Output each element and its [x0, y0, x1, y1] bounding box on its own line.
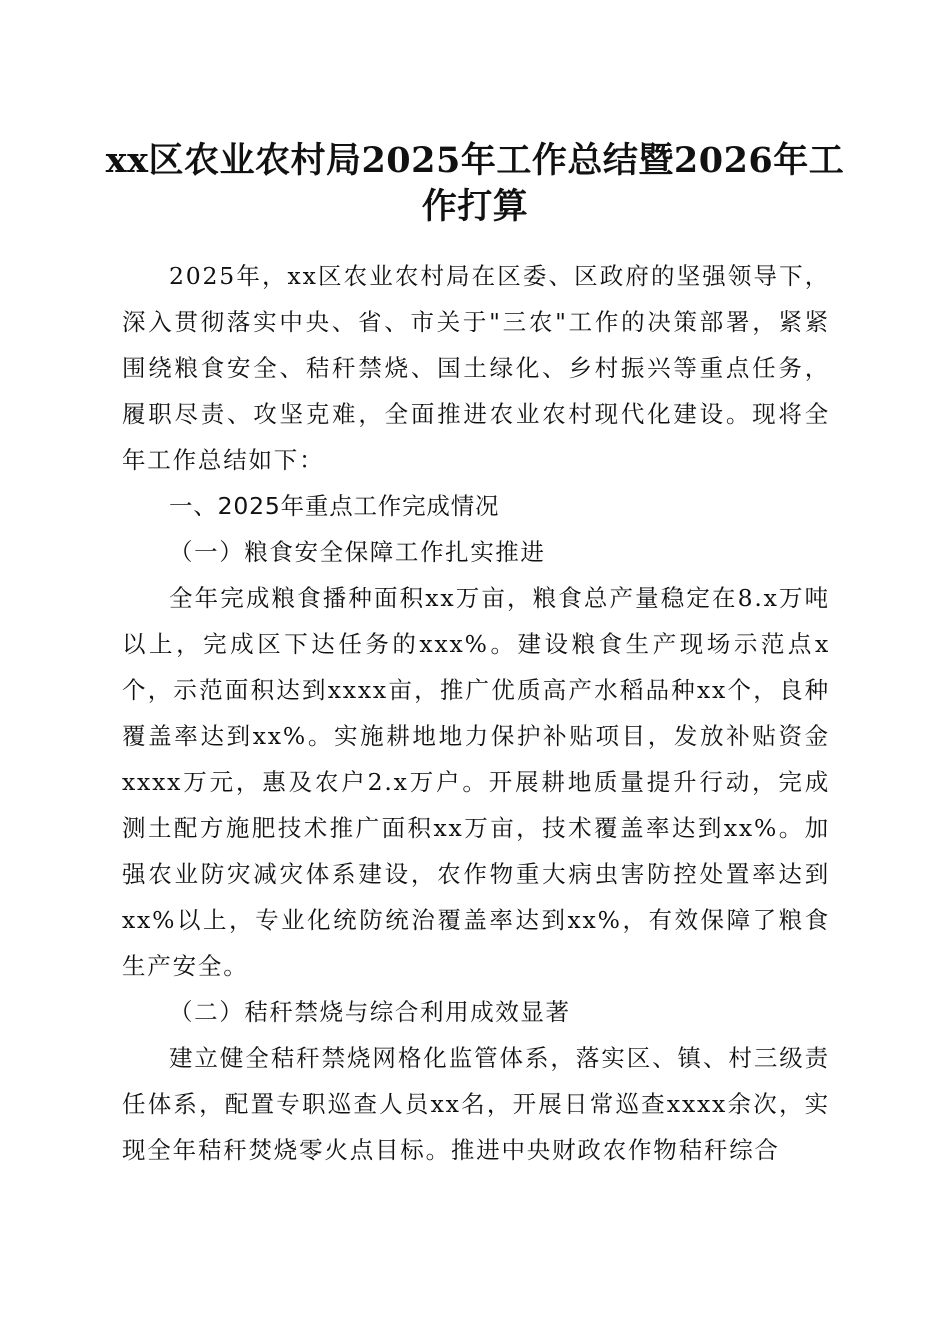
- subsection-2-paragraph: 建立健全秸秆禁烧网格化监管体系，落实区、镇、村三级责任体系，配置专职巡查人员xx名，开展日常巡查xxxx余次，实现全年秸秆焚烧零火点目标。推进中央财政农作物秸秆综合: [122, 1044, 830, 1164]
- intro-paragraph: 2025年，xx区农业农村局在区委、区政府的坚强领导下，深入贯彻落实中央、省、市关于"三农"工作的决策部署，紧紧围绕粮食安全、秸秆禁烧、国土绿化、乡村振兴等重点任务，履职尽责、攻坚克难，全面推进农业农村现代化建设。现将全年工作总结如下：: [122, 262, 830, 474]
- section-heading-1: 一、2025年重点工作完成情况: [169, 492, 500, 520]
- subsection-heading-2: （二）秸秆禁烧与综合利用成效显著: [169, 998, 571, 1026]
- document-body: [122, 253, 830, 1173]
- subsection-heading-1: （一）粮食安全保障工作扎实推进: [169, 538, 546, 566]
- document-title: xx区农业农村局2025年工作总结暨2026年工作打算: [105, 140, 845, 227]
- subsection-1-paragraph: 全年完成粮食播种面积xx万亩，粮食总产量稳定在8.x万吨以上，完成区下达任务的xxx%。建设粮食生产现场示范点x个，示范面积达到xxxx亩，推广优质高产水稻品种xx个，良种覆盖率达到xx%。实施耕地地力保护补贴项目，发放补贴资金xxxx万元，惠及农户2.x万户。开展耕地质量提升行动，完成测土配方施肥技术推广面积xx万亩，技术覆盖率达到xx%。加强农业防灾减灾体系建设，农作物重大病虫害防控处置率达到xx%以上，专业化统防统治覆盖率达到xx%，有效保障了粮食生产安全。: [122, 584, 830, 980]
